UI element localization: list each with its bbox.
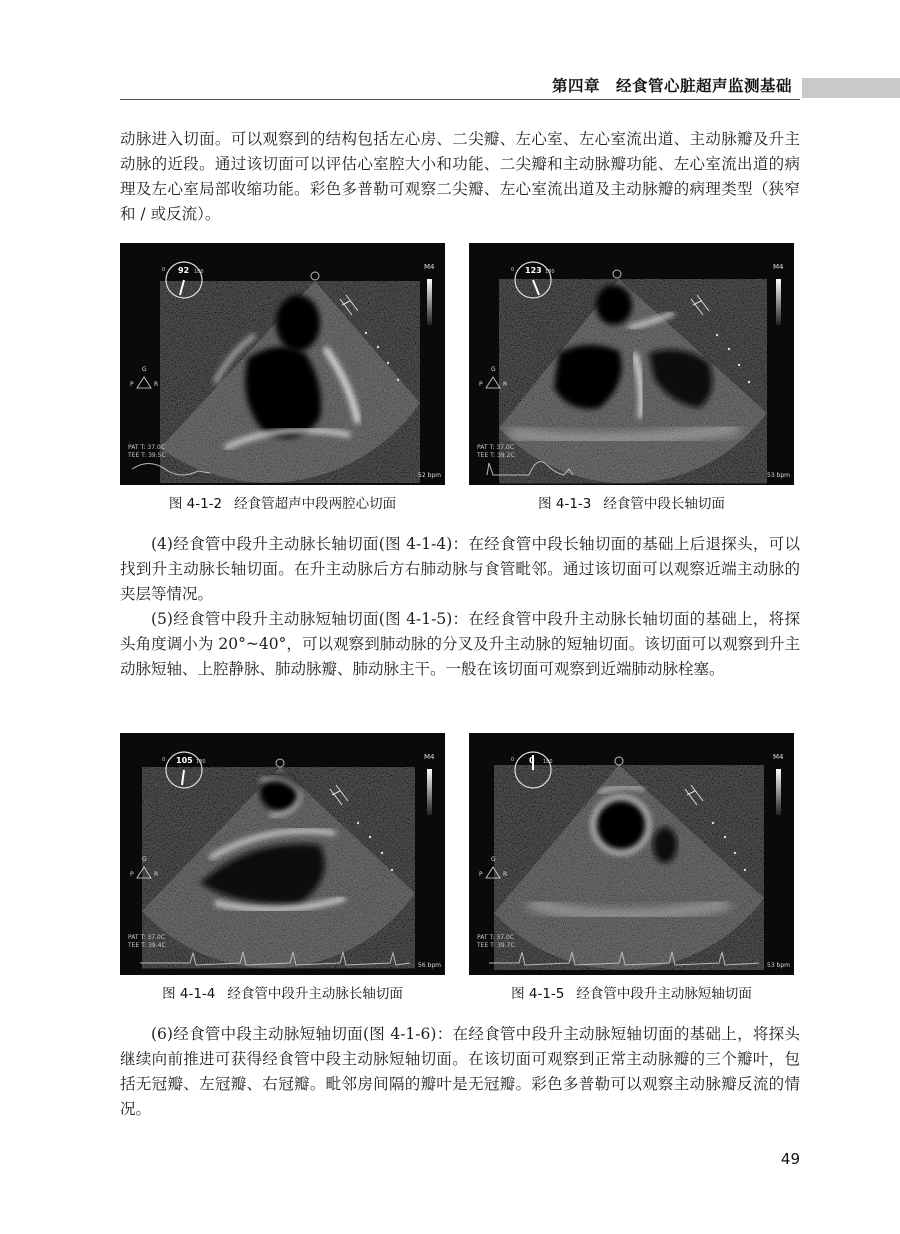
figure-caption [469, 982, 794, 1002]
heart-rate: 53 bpm [767, 962, 791, 969]
figure-number: 图 4-1-4 [162, 986, 216, 1002]
svg-text:R: R [154, 381, 159, 388]
ultrasound-image [469, 733, 794, 975]
figure-4-1-3 [469, 243, 794, 515]
figure-caption [469, 492, 794, 512]
probe-temperature: TEE T: 39.4C [128, 942, 166, 949]
svg-text:0: 0 [511, 267, 515, 273]
figure-number: 图 4-1-5 [511, 986, 565, 1002]
header-rule [120, 99, 800, 100]
angle-max: 180 [545, 269, 555, 275]
grayscale-bar [427, 769, 432, 815]
svg-text:P: P [479, 381, 483, 388]
svg-text:R: R [503, 871, 508, 878]
patient-temperature: PAT T: 37.0C [128, 934, 165, 941]
heart-rate: 56 bpm [418, 962, 442, 969]
page-number: 49 [780, 1150, 800, 1168]
ultrasound-image [120, 733, 445, 975]
patient-temperature: PAT T: 37.0C [128, 444, 165, 451]
figure-caption-text: 经食管中段升主动脉长轴切面 [227, 986, 403, 1002]
grayscale-bar [776, 279, 781, 325]
figure-caption [120, 492, 445, 512]
scale-label: M4 [424, 263, 435, 271]
paragraph-continued: 动脉进入切面。可以观察到的结构包括左心房、二尖瓣、左心室、左心室流出道、主动脉瓣及升主动脉的近段。通过该切面可以评估心室腔大小和功能、二尖瓣和主动脉瓣功能、左心室流出道的病理及左心室局部收缩功能。彩色多普勒可观察二尖瓣、左心室流出道及主动脉瓣的病理类型（狭窄和 / 或反流）。 [120, 130, 800, 223]
svg-text:P: P [130, 381, 134, 388]
probe-temperature: TEE T: 39.2C [477, 452, 515, 459]
angle-value: 0 [529, 756, 535, 765]
figure-number: 图 4-1-2 [168, 496, 223, 512]
figure-4-1-2 [120, 243, 445, 515]
svg-text:G: G [491, 856, 496, 863]
angle-value: 123 [525, 266, 542, 275]
paragraph-6: (6)经食管中段主动脉短轴切面(图 4-1-6)：在经食管中段升主动脉短轴切面的基础上，将探头继续向前推进可获得经食管中段主动脉短轴切面。在该切面可观察到正常主动脉瓣的三个瓣叶，包括无冠瓣、左冠瓣、右冠瓣。毗邻房间隔的瓣叶是无冠瓣。彩色多普勒可以观察主动脉瓣反流的情况。 [120, 1025, 800, 1118]
chapter-title: 第四章 经食管心脏超声监测基础 [551, 77, 792, 95]
probe-temperature: TEE T: 39.5C [128, 452, 166, 459]
header-gray-bar [802, 78, 900, 98]
scale-label: M4 [424, 753, 435, 761]
figure-4-1-5 [469, 733, 794, 1005]
svg-text:R: R [503, 381, 508, 388]
paragraph-5: (5)经食管中段升主动脉短轴切面(图 4-1-5)：在经食管中段升主动脉长轴切面的基础上，将探头角度调小为 20°~40°，可以观察到肺动脉的分叉及升主动脉的短轴切面。该切面可以观察到升主动脉短轴、上腔静脉、肺动脉瓣、肺动脉主干。一般在该切面可观察到近端肺动脉栓塞。 [120, 610, 800, 678]
figure-caption-text: 经食管超声中段两腔心切面 [234, 496, 397, 512]
grayscale-bar [427, 279, 432, 325]
ultrasound-image [120, 243, 445, 485]
svg-text:P: P [479, 871, 483, 878]
svg-text:0: 0 [162, 267, 166, 273]
svg-text:0: 0 [162, 757, 166, 763]
svg-text:0: 0 [511, 757, 515, 763]
scale-label: M4 [773, 753, 784, 761]
figure-caption-text: 经食管中段长轴切面 [603, 496, 725, 512]
angle-value: 105 [176, 756, 193, 765]
svg-text:R: R [154, 871, 159, 878]
figure-caption-text: 经食管中段升主动脉短轴切面 [576, 986, 752, 1002]
ultrasound-image [469, 243, 794, 485]
svg-text:G: G [142, 366, 147, 373]
figure-number: 图 4-1-3 [538, 496, 592, 512]
scale-label: M4 [773, 263, 784, 271]
probe-temperature: TEE T: 39.7C [477, 942, 515, 949]
running-header [120, 74, 900, 100]
angle-value: 92 [178, 266, 190, 275]
grayscale-bar [776, 769, 781, 815]
patient-temperature: PAT T: 37.0C [477, 934, 514, 941]
angle-max: 180 [196, 759, 206, 765]
angle-max: 180 [194, 269, 204, 275]
paragraph-4: (4)经食管中段升主动脉长轴切面(图 4-1-4)：在经食管中段长轴切面的基础上后退探头，可以找到升主动脉长轴切面。在升主动脉后方右肺动脉与食管毗邻。通过该切面可以观察近端主动脉的夹层等情况。 [120, 535, 800, 603]
svg-text:G: G [491, 366, 496, 373]
figure-caption [120, 982, 445, 1002]
svg-text:G: G [142, 856, 147, 863]
heart-rate: 52 bpm [418, 472, 442, 479]
figure-4-1-4 [120, 733, 445, 1005]
svg-text:P: P [130, 871, 134, 878]
heart-rate: 53 bpm [767, 472, 791, 479]
patient-temperature: PAT T: 37.0C [477, 444, 514, 451]
angle-max: 180 [543, 759, 553, 765]
